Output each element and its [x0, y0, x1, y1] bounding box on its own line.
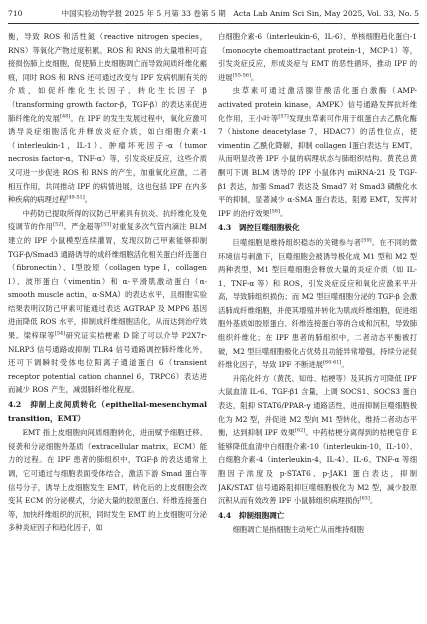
text: 对重复多次气管内滴注 BLM 建立的 IPF 小鼠模型连续灌胃，发现汉防己甲素能够抑制 TGF-β/Smad3 通路诱导的成纤维细胞活化相关蛋白纤连蛋白（fibronectin）、Ⅰ型胶原（collagen type Ⅰ，collagen Ⅰ）、波形蛋白（vimentin）和 α-平滑肌激动蛋白（α-smooth muscle actin，α-SMA）的表达水平，且细胞实验结果表明汉防己甲素可能通过表达 AGTRAP 及 MPP6 基因进而降低 ROS 水平，抑制成纤维细胞活化，从而达到治疗效果。梁梓琛等: [8, 222, 207, 341]
citation: [48]: [60, 113, 71, 120]
text: 。严金超等: [63, 222, 102, 232]
text: 发现虫草素可作用于组蛋白去乙酰化酶 7（histone deacetylase 7，HDAC7）的活性位点，使 vimentin 乙酰化降解，抑制 collagen Ⅰ蛋白表达与 EMT，从而明显改善 IPF 小鼠的病理状态与肺组织结构。黄芪总黄酮可下调 BLM 诱导的 IPF 小鼠体内 miRNA-21 及 TGF-β1 表达，加强 Smad7 表达及 Smad7 对 Smad3 磷酸化水平的抑制，显著减少 α-SMA 蛋白表达，阻遏 EMT，发挥对 IPF 的治疗效果: [218, 113, 417, 218]
citation: [55-56]: [232, 72, 251, 79]
citation: [58]: [269, 208, 280, 215]
section-heading-4-3: 4.3 调控巨噬细胞极化: [218, 223, 300, 233]
text: 。在不同的微环境信号刺激下，巨噬细胞会被诱导极化成 M1 型和 M2 型两种表型，M1 型巨噬细胞会释放大量的炎症介质（如 IL-1、TNF-α 等）和 ROS，引发炎症反应和氧化应激来平升高，导致肺组织损伤；而 M2 型巨噬细胞分泌的 TGF-β 会激活肺成纤维细胞，并使其增殖并转化为肌成纤维细胞，促进细胞外基质如胶原蛋白、纤维连接蛋白等的合成和沉积，导致肺组织纤维化；在 IPF 患者的肺组织中，二者动态平衡被打破，M2 型巨噬细胞极化占优势且功能异常增强，持续分泌促纤维化因子，导致 IPF 不断进展: [218, 237, 417, 370]
left-column: [8, 30, 207, 618]
citation: [63]: [359, 495, 370, 502]
paragraph: 巨噬细胞是维持组织稳态的关键参与者[59]。在不同的微环境信号刺激下，巨噬细胞会被诱导极化成 M1 型和 M2 型两种表型，M1 型巨噬细胞会释放大量的炎症介质（如 IL-1、TNF-α 等）和 ROS，引发炎症反应和氧化应激来平升高，导致肺组织损伤；而 M2 型巨噬细胞分泌的 TGF-β 会激活肺成纤维细胞，并使其增殖并转化为肌成纤维细胞，促进细胞外基质如胶原蛋白、纤维连接蛋白等的合成和沉积，导致肺组织纤维化；在 IPF 患者的肺组织中，二者动态平衡被打破，M2 型巨噬细胞极化占优势且功能异常增强，持续分泌促纤维化因子，导致 IPF 不断进展[60-61]。: [218, 237, 417, 370]
section-heading-4-4: 4.4 抑制细胞凋亡: [218, 510, 285, 520]
text: 细胞凋亡是指细胞主动死亡从而维持细胞: [232, 525, 364, 535]
paragraph: 衡，导致 ROS 和活性氮（reactive nitrogen species，RNS）等氧化产物过度积累。ROS 和 RNS 的大量堆积可直接损伤肺上皮细胞，促使肺上皮细胞凋亡而导致间质纤维化瘢痕，同时 ROS 和 RNS 还可通过改变与 IPF 发病机制有关的介质，如促纤维化生长因子、转化生长因子 β（transforming growth factor-β，TGF-β）的表达来促进肺纤维化的发展[48]。在 IPF 的发生发展过程中，氧化应激可诱导炎症细胞活化并释放炎症介质，如白细胞介素-1（interleukin-1，IL-1）、肿瘤坏死因子-α（tumor necrosis factor-α，TNF-α）等，引发炎症反应，这些介质又可进一步促进 ROS 和 RNS 的产生，加重氧化应激，二者相互作用，共同推动 IPF 的病情进展，这也包括 IPF 在内多种疾病的病理过程[49-51]。: [8, 32, 207, 205]
paragraph: [8, 426, 207, 535]
citation: [60-61]: [323, 359, 342, 366]
text: 虫草素可通过激活腺苷酸活化蛋白激酶（AMP-activated protein kinase，AMPK）信号通路发挥抗纤维化作用，王小叶等: [218, 86, 417, 123]
citation: [59]: [361, 237, 372, 244]
citation: [62]: [295, 427, 306, 434]
text: 。在 IPF 的发生发展过程中，氧化应激可诱导炎症细胞活化并释放炎症介质，如白细胞介素-1（interleukin-1，IL-1）、肿瘤坏死因子-α（tumor necrosis factor-α，TNF-α）等，引发炎症反应，这些介质又可进一步促进 ROS 和 RNS 的产生，加重氧化应激，二者相互作用，共同推动 IPF 的病情进展，这也包括 IPF 在内多种疾病的病理过程: [8, 113, 207, 205]
text: 衡，导致 ROS 和活性氮（reactive nitrogen species，RNS）等氧化产物过度积累。ROS 和 RNS 的大量堆积可直接损伤肺上皮细胞，促使肺上皮细胞凋亡而导致间质纤维化瘢痕，同时 ROS 和 RNS 还可通过改变与 IPF 发病机制有关的介质，如促纤维化生长因子、转化生长因子 β（transforming growth factor-β，TGF-β）的表达来促进肺纤维化的发展: [8, 32, 207, 123]
text: 。中药桔梗分离得到的桔梗皂苷 E 能够降低血清中白细胞介素-10（interleukin-10，IL-10）、白细胞介素-4（interleukin-4，IL-4）、IL-6、TNF-α 等细胞因子浓度及 p-STAT6、p-JAK1 蛋白表达，抑制 JAK/STAT 信号通路阻抑巨噬细胞极化为 M2 型，减少胶原沉积从而有效改善 IPF 小鼠肺组织病理损伤: [218, 428, 417, 506]
citation: [53]: [101, 221, 112, 228]
page-number: 710: [8, 9, 23, 18]
text: 巨噬细胞是维持组织稳态的关键参与者: [232, 237, 362, 247]
paragraph: 白细胞介素-6（interleukin-6，IL-6）、单核细胞趋化蛋白-1（monocyte chemoattractant protein-1，MCP-1）等，引发炎症反应，形成炎症与 EMT 的恶性循环，推动 IPF 的进展[55-56]。: [218, 32, 417, 82]
text: 升陷化纤方（黄芪、知母、桔梗等）及其拆方可降低 IPF 大鼠血清 IL-6、TGF-β1 含量，上调 SOCS1、SOCS3 蛋白表达，阻抑 STAT6/PPAR-γ 通路活性，进而抑制巨噬细胞极化为 M2 型，并促进 M2 型向 M1 型转化，维持二者动态平衡，达到抑制 IPF 效果: [218, 373, 417, 438]
citation: [57]: [278, 113, 289, 120]
citation: [49-51]: [66, 194, 85, 201]
running-header: [8, 7, 419, 21]
section-heading-4-2: 4.2 抑制上皮间质转化（epithelial-mesenchymal transition，EMT）: [8, 400, 207, 423]
citation: [52]: [53, 221, 64, 228]
text: 白细胞介素-6（interleukin-6，IL-6）、单核细胞趋化蛋白-1（monocyte chemoattractant protein-1，MCP-1）等，引发炎症反应，形成炎症与 EMT 的恶性循环，推动 IPF 的进展: [218, 32, 417, 82]
header-rule: [8, 23, 419, 24]
paragraph: [218, 523, 417, 537]
text: 中药防已提取所得的汉防己甲素具有抗炎、抗纤维化及免疫调节的作用: [8, 208, 207, 232]
journal-citation: 中国实验动物学报 2025 年 5 月第 33 卷第 5 期 Acta Lab Anim Sci Sin, May 2025, Vol. 33, No. 5: [61, 9, 419, 18]
citation: [54]: [54, 330, 66, 337]
paragraph: 升陷化纤方（黄芪、知母、桔梗等）及其拆方可降低 IPF 大鼠血清 IL-6、TGF-β1 含量，上调 SOCS1、SOCS3 蛋白表达，阻抑 STAT6/PPAR-γ 通路活性，进而抑制巨噬细胞极化为 M2 型，并促进 M2 型向 M1 型转化，维持二者动态平衡，达到抑制 IPF 效果[62]。中药桔梗分离得到的桔梗皂苷 E 能够降低血清中白细胞介素-10（interleukin-10，IL-10）、白细胞介素-4（interleukin-4，IL-4）、IL-6、TNF-α 等细胞因子浓度及 p-STAT6、p-JAK1 蛋白表达，抑制 JAK/STAT 信号通路阻抑巨噬细胞极化为 M2 型，减少胶原沉积从而有效改善 IPF 小鼠肺组织病理损伤[63]。: [218, 373, 417, 506]
paragraph: 虫草素可通过激活腺苷酸活化蛋白激酶（AMP-activated protein kinase，AMPK）信号通路发挥抗纤维化作用，王小叶等[57]发现虫草素可作用于组蛋白去乙酰化酶 7（histone deacetylase 7，HDAC7）的活性位点，使 vimentin 乙酰化降解，抑制 collagen Ⅰ蛋白表达与 EMT，从而明显改善 IPF 小鼠的病理状态与肺组织结构。黄芪总黄酮可下调 BLM 诱导的 IPF 小鼠体内 miRNA-21 及 TGF-β1 表达，加强 Smad7 表达及 Smad7 对 Smad3 磷酸化水平的抑制，显著减少 α-SMA 蛋白表达，阻遏 EMT，发挥对 IPF 的治疗效果[58]。: [218, 86, 417, 218]
paragraph: [8, 207, 207, 397]
text: 研究证实桔梗素 D 除了可以介导 P2X7r-NLRP3 信号通路或抑制 TLR4 信号通路调控肺纤维化外，还可下调瞬时受体电位阳离子通道蛋白 6（transient receptor potential cation channel 6，TRPC6）表达进而减少 ROS 产生，减弱肺纤维化程度。: [8, 331, 207, 395]
text: EMT 指上皮细胞向间质细胞转化，进而赋予细胞迁移、侵袭和分泌细胞外基质（extracellular matrix，ECM）能力的过程。在 IPF 患者的肺组织中，TGF-β 的表达通常上调，它可通过与细胞表面受体结合，激活下游 Smad 蛋白等信号分子，诱导上皮细胞发生 EMT，转化后的上皮细胞会改变其 ECM 的分泌模式，分泌大量的胶原蛋白、纤维连接蛋白等，加快纤维组织的沉积，同时发生 EMT 的上皮细胞可分泌多种炎症因子和趋化因子，如: [8, 428, 207, 533]
right-column: [218, 30, 417, 618]
